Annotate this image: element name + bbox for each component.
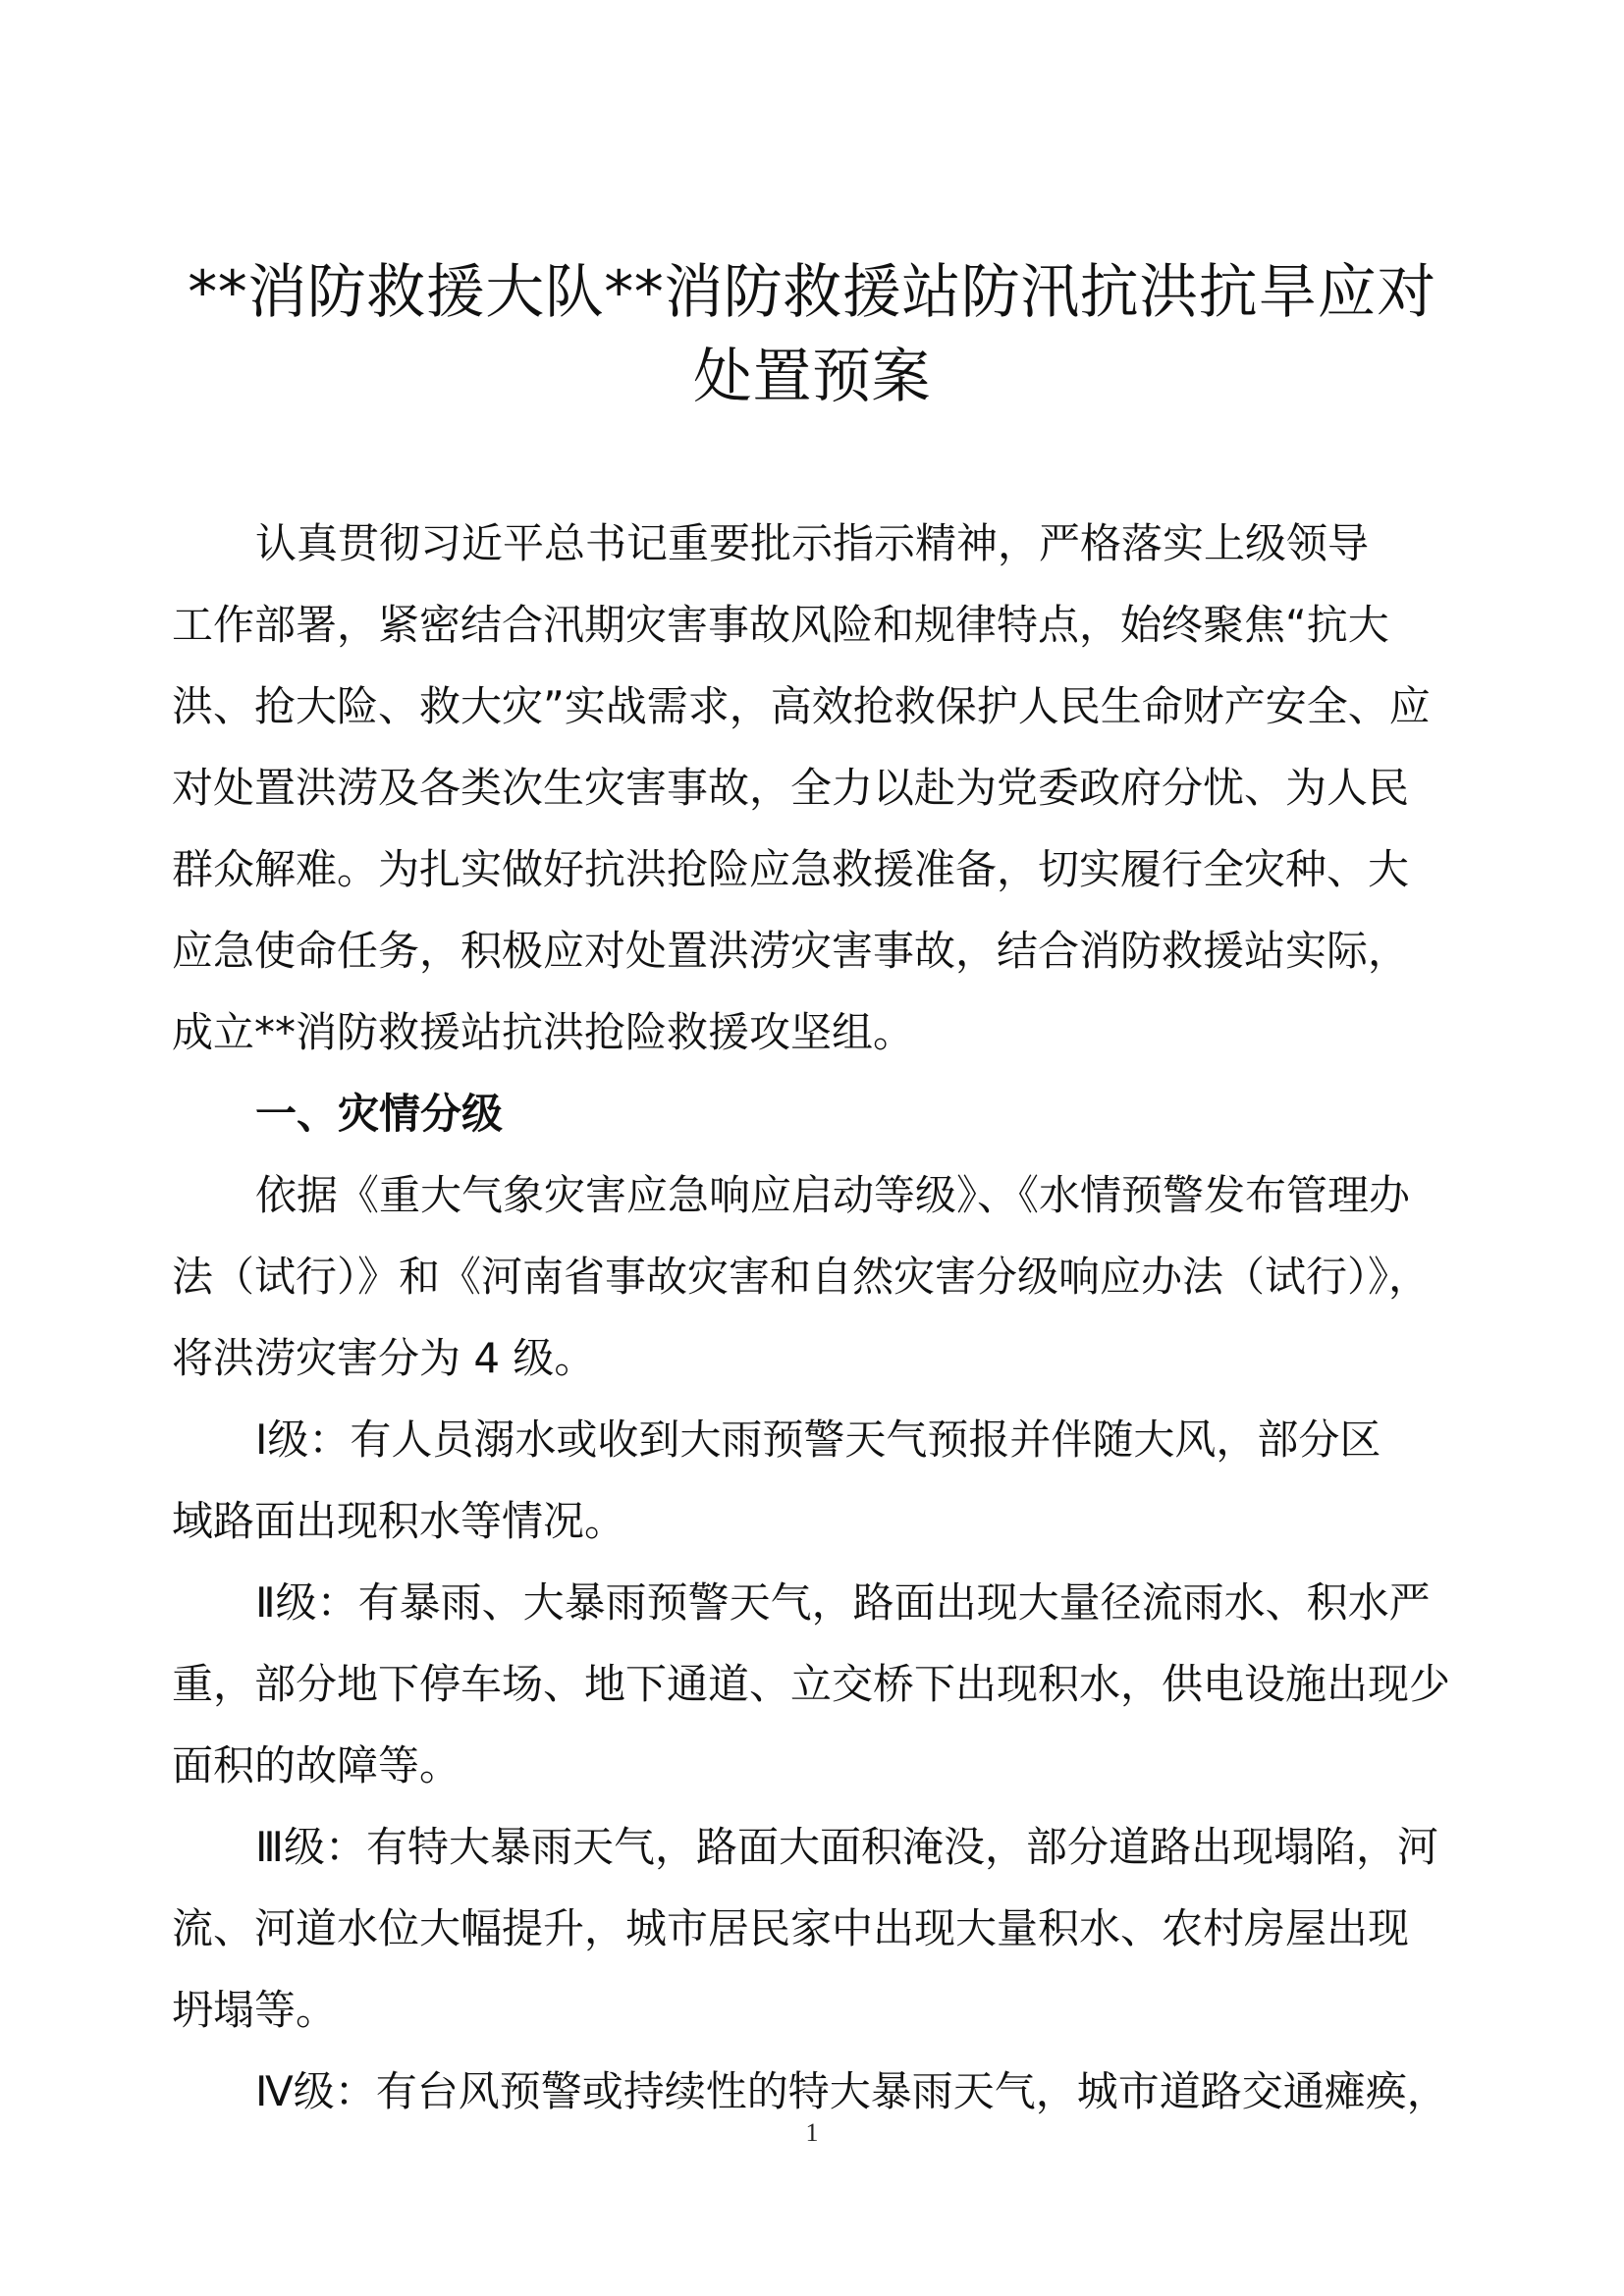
level-3-line-3: 坍塌等。: [172, 1986, 338, 2034]
section-heading-disaster-levels: 一、灾情分级: [255, 1090, 504, 1138]
page-number: 1: [805, 2118, 819, 2147]
level-2-line-2: 重，部分地下停车场、地下通道、立交桥下出现积水，供电设施出现少: [172, 1660, 1451, 1708]
intro-line-6: 应急使命任务，积极应对处置洪涝灾害事故，结合消防救援站实际，: [172, 927, 1410, 975]
level-3-line-1: Ⅲ级：有特大暴雨天气，路面大面积淹没，部分道路出现塌陷，河: [255, 1823, 1438, 1871]
basis-line-1: 依据《重大气象灾害应急响应启动等级》、《水情预警发布管理办: [255, 1171, 1411, 1219]
intro-line-2: 工作部署，紧密结合汛期灾害事故风险和规律特点，始终聚焦“抗大: [172, 601, 1389, 649]
level-1-line-2: 域路面出现积水等情况。: [172, 1497, 626, 1545]
document-title-line-1: **消防救援大队**消防救援站防汛抗洪抗旱应对: [188, 258, 1436, 327]
level-3-line-2: 流、河道水位大幅提升，城市居民家中出现大量积水、农村房屋出现: [172, 1904, 1410, 1952]
intro-line-7: 成立**消防救援站抗洪抢险救援攻坚组。: [172, 1008, 915, 1056]
intro-line-5: 群众解难。为扎实做好抗洪抢险应急救援准备，切实履行全灾种、大: [172, 845, 1410, 893]
intro-line-4: 对处置洪涝及各类次生灾害事故，全力以赴为党委政府分忧、为人民: [172, 764, 1410, 812]
intro-line-3: 洪、抢大险、救大灾”实战需求，高效抢救保护人民生命财产安全、应: [172, 682, 1431, 730]
level-1-line-1: Ⅰ级：有人员溺水或收到大雨预警天气预报并伴随大风，部分区: [255, 1415, 1381, 1464]
basis-line-2: 法（试行）》和《河南省事故灾害和自然灾害分级响应办法（试行）》，: [172, 1253, 1431, 1301]
document-title-line-2: 处置预案: [693, 343, 931, 411]
basis-line-3: 将洪涝灾害分为 4 级。: [172, 1334, 596, 1382]
level-2-line-1: Ⅱ级：有暴雨、大暴雨预警天气，路面出现大量径流雨水、积水严: [255, 1578, 1431, 1627]
intro-line-1: 认真贯彻习近平总书记重要批示指示精神，严格落实上级领导: [255, 519, 1370, 567]
level-2-line-3: 面积的故障等。: [172, 1741, 461, 1789]
level-4-line-1: Ⅳ级：有台风预警或持续性的特大暴雨天气，城市道路交通瘫痪，: [255, 2067, 1448, 2115]
